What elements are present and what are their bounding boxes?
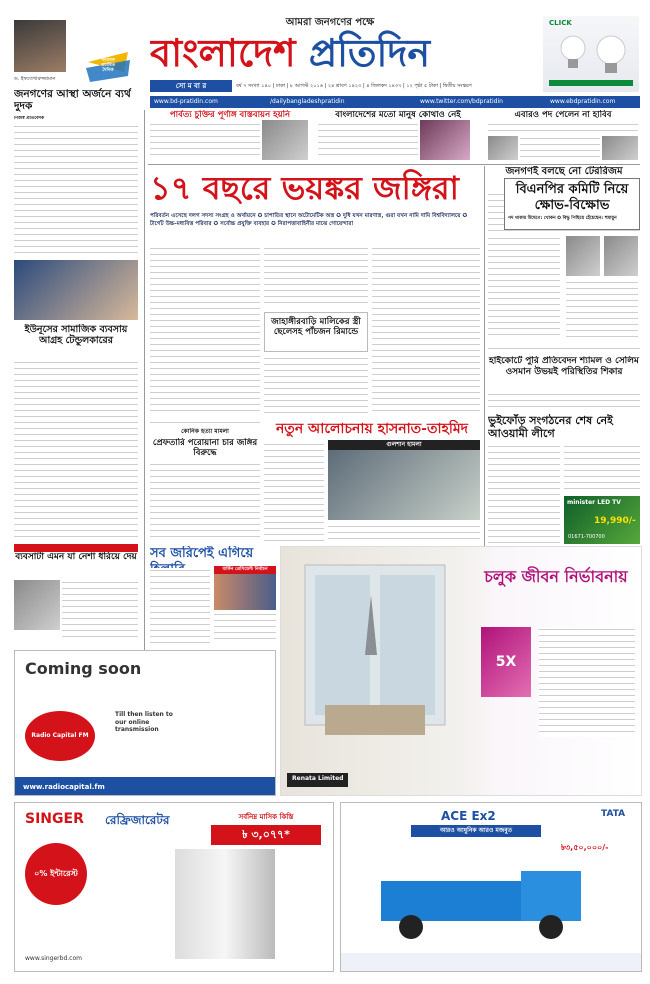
masthead-title: [150, 30, 530, 76]
renata-product-box: [481, 627, 531, 697]
tata-brand: TATA: [601, 809, 626, 819]
story-habib-photo-1: [488, 136, 518, 160]
singer-price: ৳ ৩,০৭৭*: [211, 825, 321, 845]
tata-tagline: আরও আধুনিক আরও মজবুত: [411, 825, 541, 837]
link-web[interactable]: www.bd-pratidin.com: [154, 98, 218, 105]
singer-offer: ০% ইন্টারেস্ট: [34, 869, 78, 878]
link-twitter[interactable]: www.twitter.com/bdpratidin: [420, 98, 503, 105]
trade-body: [62, 580, 138, 642]
story-bd-people-photo: [420, 120, 470, 160]
renata-title: চলুক জীবন নির্ভাবনায়: [484, 567, 628, 586]
badge-line-2: প্রচারিত: [100, 63, 116, 68]
fridge-product-photo: [175, 849, 275, 959]
story-habib[interactable]: এবারও পদ পেলেন না হাবিব: [514, 110, 612, 120]
story-habib-body: [488, 122, 638, 134]
title-accent: প্রতিদিন: [308, 31, 431, 75]
ad-minister-tv[interactable]: [564, 496, 640, 544]
terror-body-2: [488, 346, 640, 352]
links-bar: [150, 96, 640, 108]
ad-singer[interactable]: [14, 802, 334, 972]
story-habib-photo-2: [602, 136, 638, 160]
bnp-photo-2: [604, 236, 638, 276]
tata-dealer-strip: [341, 953, 642, 972]
columnist-name: ড. ইফতেখারুজ্জামান: [14, 76, 56, 82]
bnp-box[interactable]: [504, 178, 640, 230]
title-main: বাংলাদেশ: [150, 31, 296, 75]
day-label: সো ম বা র: [150, 80, 232, 92]
badge-line-1: সর্বাধিক: [101, 58, 115, 63]
bnp-body-2: [566, 280, 638, 340]
lead-body-col-2: [264, 246, 368, 308]
trade-headline[interactable]: ব্যবসাটা এমন যা নেশা ধরিয়ে দেয়: [15, 552, 137, 562]
story-parbatya-photo: [262, 120, 308, 160]
gulshan-label: গুলশান হামলা: [328, 440, 480, 450]
hillary-body-1: [150, 568, 210, 644]
yunus-photo: [14, 260, 138, 320]
ad-radio-capital[interactable]: [14, 650, 276, 796]
bhuif-body-2: [564, 444, 640, 494]
story-bangladesh-people[interactable]: বাংলাদেশের মতো মানুষ কোথাও নেই: [335, 110, 461, 120]
renata-product-name: 5X: [495, 654, 517, 670]
shyamal-headline[interactable]: হাইকোর্টে পুরি প্রতিবেদন শ্যামল ও সেলিম ওসমান উভয়ই পরিস্থিতির শিকার: [489, 356, 639, 377]
bnp-body-1: [488, 236, 560, 336]
jahangir-headline: জাহাঙ্গীরবাড়ি মালিকের স্ত্রী ছেলেসহ পাঁচজন রিমান্ডে: [271, 317, 361, 337]
shyamal-body: [488, 392, 640, 412]
lead-body-col-3: [372, 246, 480, 416]
tata-model: ACE Ex2: [441, 809, 496, 823]
tata-price: ৳৩,৫০,০০০/-: [561, 843, 609, 852]
murder-body: [150, 462, 260, 540]
singer-logo: SINGER: [25, 811, 84, 827]
new-info-body-1: [264, 442, 324, 542]
hillary-photo: [214, 574, 276, 610]
radio-logo: [25, 711, 95, 761]
story-bd-people-body: [318, 122, 418, 158]
renata-brand: Renata Limited: [292, 775, 344, 782]
story-parbatya-body: [150, 122, 260, 158]
trade-photo: [14, 580, 60, 630]
jahangir-body: [264, 356, 368, 416]
clic-logo: CLICK: [549, 19, 572, 27]
hillary-panel-label: মার্কিন প্রেসিডেন্ট নির্বাচন: [214, 566, 276, 574]
radio-coming-soon: Coming soon: [25, 659, 142, 678]
ad-renata[interactable]: [280, 546, 642, 796]
gulshan-photo: [328, 450, 480, 520]
lead-subheadline: পরিবর্তন এসেছে দলগ সদস্য সংগ্রহ ও অর্থায়নে ✪ চাপাতির স্থানে অটোমেটিক অস্ত্র ✪ দুধি যখন মারণাস্ত্র, গুরা যখন নামি দামি বিশ্ববিদ্যালয়ে ✪ টার্গেট উচ্চ-মধ্যবিত্ত পরিবার ✪ সর্বোচ্চ প্রযুক্তি ব্যবহার ✪ নিরাপত্তাবাহিনীর মাঝে গোয়েন্দারা: [150, 213, 468, 227]
singer-emi-label: সর্বনিম্ন মাসিক কিস্তি: [238, 813, 294, 821]
minister-brand: minister LED TV: [567, 499, 621, 506]
ad-tata-ace[interactable]: [340, 802, 642, 972]
hillary-body-2: [214, 612, 276, 644]
story-habib-body-2: [520, 136, 600, 160]
story-parbatya[interactable]: পার্বত্য চুক্তির পূর্ণাঙ্গ বাস্তবায়ন হয়নি: [169, 110, 291, 120]
singer-product: রেফ্রিজারেটর: [105, 813, 170, 827]
renata-logo: [287, 773, 348, 787]
murder-body-top: [150, 420, 260, 428]
singer-web: www.singerbd.com: [25, 955, 82, 962]
lead-headline[interactable]: ১৭ বছরে ভয়ঙ্কর জঙ্গিরা: [150, 169, 459, 207]
murder-headline[interactable]: প্রেফতারি পরোয়ানা চার জঙ্গির বিরুদ্ধে: [152, 438, 258, 458]
yunus-headline[interactable]: ইউনূসের সামাজিক ব্যবসায় আগ্রহ টেন্ডুলকারের: [24, 324, 128, 346]
terror-headline[interactable]: জনগণই বলছে নো টেররিজম: [505, 166, 623, 177]
new-info-body-2: [328, 524, 480, 544]
bnp-subheadline: পদ থাকার উদ্বেগে: খোকন ✪ বিদ্ধু পিছিয়ে হেঁচেছেন: হুমায়ুন: [508, 216, 617, 221]
tata-truck-icon: [361, 861, 621, 951]
columnist-headline[interactable]: জনগণের আস্থা অর্জনে ব্যর্থ দুদক: [14, 88, 131, 112]
columnist-byline: নিজস্ব প্রতিবেদক: [14, 116, 45, 121]
link-facebook[interactable]: /dailybangladeshpratidin: [270, 98, 345, 105]
jahangir-box[interactable]: [264, 312, 368, 352]
window-illustration-icon: [285, 555, 465, 755]
columnist-body: [14, 124, 138, 254]
renata-copy: [539, 627, 635, 737]
badge-line-3: দৈনিক: [102, 68, 114, 73]
new-info-headline[interactable]: নতুন আলোচনায় হাসনাত-তাহমিদ: [275, 421, 469, 437]
bhuif-body-1: [488, 444, 560, 544]
edition-info: বর্ষ ৭ সংখ্যা ১৪০ | ঢাকা | ৮ আগস্ট ২০১৬ | ২৪ শ্রাবণ ১৪২৩ | ৪ জিলকদ ১৪৩৭ | ১২ পৃষ্ঠা ৫ টাকা | দ্বিতীয় সংস্করণ: [236, 83, 472, 89]
singer-zero-offer: [25, 843, 87, 905]
lead-body-col-1: [150, 246, 260, 416]
lightbulb-icon: [543, 28, 639, 88]
trade-kicker: [14, 544, 138, 552]
murder-kicker: কোনিক হত্যা মামলা: [181, 428, 229, 435]
ad-clic-bulb[interactable]: [543, 16, 639, 92]
minister-price: 19,990/-: [594, 516, 636, 526]
hillary-headline[interactable]: সব জরিপেই এগিয়ে: [150, 546, 254, 561]
radio-tagline: Till then listen to our online transmission: [115, 711, 173, 733]
masthead-slogan: আমরা জনগণের পক্ষে: [285, 17, 375, 28]
bnp-photo-1: [566, 236, 600, 276]
yunus-body: [14, 360, 138, 540]
columnist-photo: [14, 20, 66, 72]
bnp-headline: বিএনপির কমিটি নিয়ে ক্ষোভ-বিক্ষোভ: [515, 182, 629, 213]
minister-hotline: 01671-700700: [568, 534, 605, 540]
radio-url: www.radiocapital.fm: [15, 777, 276, 796]
radio-name: Radio Capital FM: [31, 732, 89, 739]
link-ebook[interactable]: www.ebdpratidin.com: [550, 98, 616, 105]
bhuif-headline[interactable]: ভুইফোঁড় সংগঠনের শেষ নেই আওয়ামী লীগে: [488, 414, 613, 440]
